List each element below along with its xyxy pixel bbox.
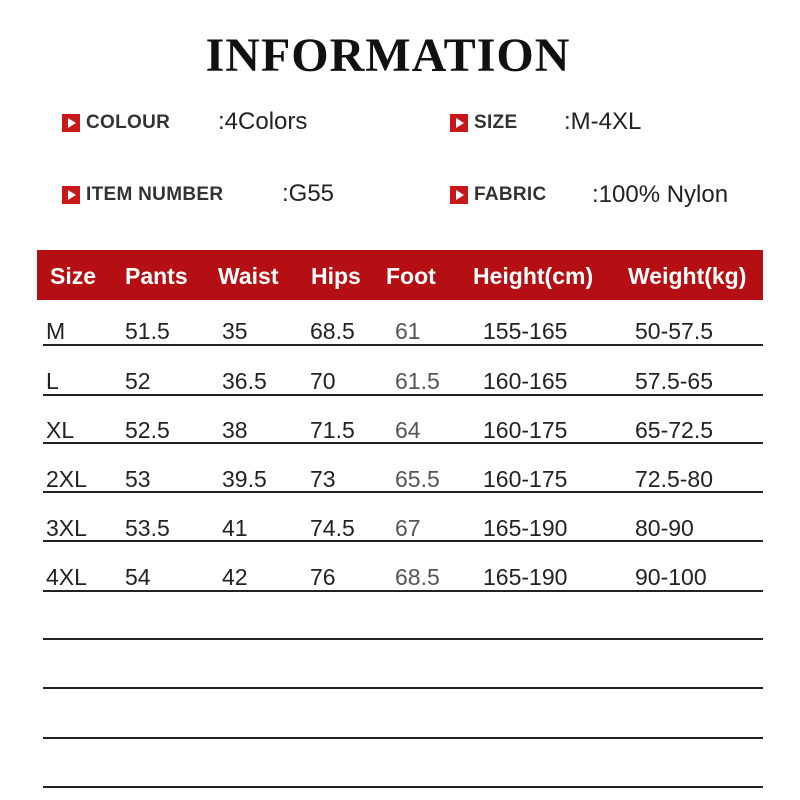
play-marker-icon bbox=[62, 186, 80, 204]
table-cell: 4XL bbox=[46, 564, 87, 590]
info-item-number bbox=[62, 184, 223, 206]
column-header: Pants bbox=[125, 263, 188, 289]
column-header: Weight(kg) bbox=[628, 263, 747, 289]
table-row-divider bbox=[43, 491, 763, 493]
table-cell: 61.5 bbox=[395, 368, 440, 394]
info-colour-value: :4Colors bbox=[218, 108, 308, 135]
table-cell: L bbox=[46, 368, 59, 394]
table-cell: 42 bbox=[222, 564, 248, 590]
table-cell: 65-72.5 bbox=[635, 417, 714, 443]
table-cell: 71.5 bbox=[310, 417, 355, 443]
table-cell: 73 bbox=[310, 466, 336, 492]
table-cell: XL bbox=[46, 417, 75, 443]
table-cell: 3XL bbox=[46, 515, 87, 541]
table-cell: 74.5 bbox=[310, 515, 355, 541]
page-title: INFORMATION bbox=[205, 29, 571, 82]
table-cell: 50-57.5 bbox=[635, 318, 714, 344]
table-cell: 90-100 bbox=[635, 564, 707, 590]
table-cell: 53.5 bbox=[125, 515, 170, 541]
table-row-divider bbox=[43, 737, 763, 739]
table-cell: 76 bbox=[310, 564, 336, 590]
table-cell: 53 bbox=[125, 466, 151, 492]
table-row-divider bbox=[43, 687, 763, 689]
info-fabric-value: :100% Nylon bbox=[592, 181, 729, 208]
table-cell: 38 bbox=[222, 417, 248, 443]
table-cell: 41 bbox=[222, 515, 248, 541]
table-row-divider bbox=[43, 394, 763, 396]
column-header: Foot bbox=[386, 263, 436, 289]
table-cell: 67 bbox=[395, 515, 421, 541]
table-row-divider bbox=[43, 638, 763, 640]
table-cell: 80-90 bbox=[635, 515, 694, 541]
info-colour-label: COLOUR bbox=[86, 112, 171, 133]
table-cell: 70 bbox=[310, 368, 336, 394]
info-colour bbox=[62, 112, 170, 134]
table-cell: 61 bbox=[395, 318, 421, 344]
table-cell: 57.5-65 bbox=[635, 368, 714, 394]
table-cell: 68.5 bbox=[310, 318, 355, 344]
table-cell: 2XL bbox=[46, 466, 87, 492]
table-cell: 155-165 bbox=[483, 318, 568, 344]
table-cell: 72.5-80 bbox=[635, 466, 714, 492]
info-size-value: :M-4XL bbox=[564, 108, 642, 135]
column-header: Hips bbox=[311, 263, 361, 289]
info-item-number-value: :G55 bbox=[282, 180, 335, 207]
table-row-divider bbox=[43, 786, 763, 788]
info-size-label: SIZE bbox=[474, 112, 518, 133]
table-cell: 65.5 bbox=[395, 466, 440, 492]
table-row-divider bbox=[43, 540, 763, 542]
play-marker-icon bbox=[450, 114, 468, 132]
table-cell: 165-190 bbox=[483, 564, 568, 590]
table-cell: 160-175 bbox=[483, 417, 568, 443]
table-cell: 64 bbox=[395, 417, 421, 443]
play-marker-icon bbox=[62, 114, 80, 132]
info-fabric-label: FABRIC bbox=[474, 184, 547, 205]
info-item-number-label: ITEM NUMBER bbox=[86, 184, 224, 205]
column-header: Size bbox=[50, 263, 97, 289]
table-cell: 160-165 bbox=[483, 368, 568, 394]
table-cell: 39.5 bbox=[222, 466, 267, 492]
table-cell: 68.5 bbox=[395, 564, 440, 590]
table-cell: 160-175 bbox=[483, 466, 568, 492]
table-cell: M bbox=[46, 318, 66, 344]
column-header: Height(cm) bbox=[473, 263, 594, 289]
table-cell: 35 bbox=[222, 318, 248, 344]
table-row-divider bbox=[43, 344, 763, 346]
info-fabric bbox=[450, 184, 547, 206]
table-cell: 52 bbox=[125, 368, 151, 394]
table-cell: 51.5 bbox=[125, 318, 170, 344]
column-header: Waist bbox=[218, 263, 279, 289]
table-cell: 36.5 bbox=[222, 368, 267, 394]
table-row-divider bbox=[43, 442, 763, 444]
table-cell: 54 bbox=[125, 564, 151, 590]
play-marker-icon bbox=[450, 186, 468, 204]
table-row-divider bbox=[43, 590, 763, 592]
info-size bbox=[450, 112, 517, 134]
table-cell: 52.5 bbox=[125, 417, 170, 443]
table-cell: 165-190 bbox=[483, 515, 568, 541]
